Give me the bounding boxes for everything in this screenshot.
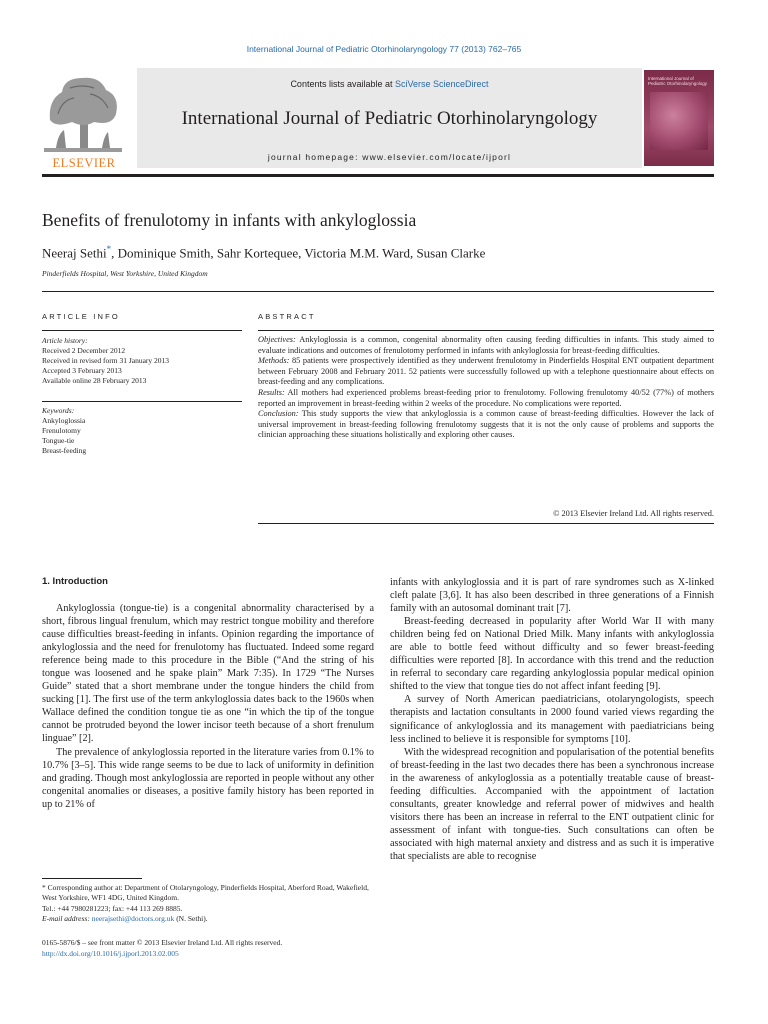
journal-title: International Journal of Pediatric Otorhinolaryngology: [181, 108, 598, 129]
history-online: Available online 28 February 2013: [42, 376, 147, 385]
paragraph: With the widespread recognition and popularisation of the potential benefits of breast-feeding in the last two decades there has been a synchronous increase in the awareness of ankyloglossia as a potentially treatable cause of breast-feeding difficulties. Accompanied with the appointment of lactation consultants, greater knowledge and referral power of midwives and health visitors there has been an increase in referral to the ENT outpatient clinic for assessment of infant with tongue-ties. Such consultations can often be associated with high maternal anxiety and distress and as such it is imperative that specialists are able to recognise: [390, 746, 714, 862]
keywords: [42, 406, 242, 456]
corresponding-author-mark[interactable]: *: [106, 244, 112, 254]
abstract-objectives: [258, 335, 714, 356]
results-label: Results:: [258, 387, 285, 397]
tree-icon: [42, 70, 124, 156]
paragraph: A survey of North American paediatricians, otolaryngologists, speech therapists and lactation consultants in 2000 found varied views regarding the significance of ankyloglossia and its management with paediatricians being less inclined to believe it is responsible for symptoms [10].: [390, 694, 714, 745]
body-column-right: [390, 576, 714, 863]
section-heading-introduction: 1. Introduction: [42, 576, 108, 587]
contents-prefix: Contents lists available at: [290, 79, 395, 89]
results-text: All mothers had experienced problems breast-feeding prior to frenulotomy. Following frenulotomy 40/52 (77%) of mothers reported an improvement in breast-feeding within 2 weeks of the procedure. No complications were reported.: [258, 387, 714, 408]
paragraph: Ankyloglossia (tongue-tie) is a congenital abnormality characterised by a short, fibrous lingual frenulum, which may restrict tongue mobility and therefore cause difficulties breast-feeding in infants. Opinion regarding the importance of ankyloglossia and the need for frenulotomy has fluctuated. Indeed some regard reference being made to this procedure in the Bible (“And the string of his tongue was loosened and he spake plain” Mark 7:35). In 1729 “The Nurses Guide” stated that a short membrane under the tongue hinders the child from sucking [1]. The first use of the term ankyloglossia dates back to the 1960s when Wallace defined the condition tongue tie as one “in which the tip of the tongue cannot be protruded beyond the lower incisor teeth because of a short frenulum linguae” [2].: [42, 603, 374, 745]
corresponding-author-footnote: [42, 883, 374, 925]
journal-masthead: [42, 68, 714, 171]
methods-label: Methods:: [258, 356, 290, 366]
bottom-info: [42, 938, 374, 959]
keyword-item: Tongue-tie: [42, 436, 75, 445]
abstract-results: [258, 388, 714, 409]
journal-cover-image: [644, 70, 714, 166]
objectives-label: Objectives:: [258, 335, 296, 344]
objectives-text: Ankyloglossia is a common, congenital abnormality often causing feeding difficulties in infants. This study aimed to evaluate indications and outcomes of frenulotomy performed in infants with ankyloglossia for breast-feeding difficulties.: [258, 335, 714, 355]
keyword-item: Breast-feeding: [42, 446, 87, 455]
article-info-rule: [42, 330, 242, 331]
keywords-label: Keywords:: [42, 406, 75, 415]
history-revised: Received in revised form 31 January 2013: [42, 356, 170, 365]
abstract-end-rule: [258, 523, 714, 524]
abstract-copyright: © 2013 Elsevier Ireland Ltd. All rights reserved.: [553, 509, 714, 518]
footnote-address: * Corresponding author at: Department of Otolaryngology, Pinderfields Hospital, Aberford Road, Wakefield, West Yorkshire, WF1 4DG, United Kingdom.: [42, 883, 369, 903]
article-history: [42, 336, 242, 386]
paragraph: Breast-feeding decreased in popularity after World War II with many children being fed on National Dried Milk. Many infants with ankyloglossia are able to bottle feed without difficulty and so fewer breast-feeding difficulties were reported [8]. In accordance with this trend and the reduction in referral to secondary care regarding ankyloglossia popular medical opinion shifted to the view that tongue ties do not affect infant feeding [9].: [390, 616, 714, 693]
abstract-body: [258, 335, 714, 441]
keywords-rule: [42, 401, 242, 402]
article-title: Benefits of frenulotomy in infants with ankyloglossia: [42, 210, 417, 230]
history-label: Article history:: [42, 336, 88, 345]
contents-availability: [137, 79, 642, 89]
first-author: Neeraj Sethi: [42, 245, 107, 261]
email-label: E-mail address:: [42, 914, 92, 924]
header-rule: [42, 174, 714, 177]
paragraph: infants with ankyloglossia and it is part of rare syndromes such as X-linked cleft palate [3,6]. It has also been described in three generations of a Finnish family with an autosomal dominant trait [7].: [390, 577, 714, 615]
footnote-email: [42, 914, 374, 924]
journal-homepage[interactable]: journal homepage: www.elsevier.com/locate/ijporl: [267, 152, 512, 162]
elsevier-tree-logo: [42, 70, 124, 168]
issn-line: 0165-5876/$ – see front matter © 2013 Elsevier Ireland Ltd. All rights reserved.: [42, 938, 283, 947]
paragraph: The prevalence of ankyloglossia reported in the literature varies from 0.1% to 10.7% [3–5]. This wide range seems to be due to lack of uniformity in definition and grading. Though most ankyloglossia are reported in people without any other congenital anomalies or diseases, a positive family history has been reported in up to 21% of: [42, 746, 374, 810]
other-authors: , Dominique Smith, Sahr Kortequee, Victoria M.M. Ward, Susan Clarke: [111, 245, 486, 261]
history-accepted: Accepted 3 February 2013: [42, 366, 122, 375]
cover-picture: [650, 92, 708, 150]
email-suffix: (N. Sethi).: [174, 914, 208, 924]
journal-citation-link[interactable]: International Journal of Pediatric Otorhinolaryngology 77 (2013) 762–765: [246, 44, 522, 54]
abstract-rule: [258, 330, 714, 331]
abstract-heading: ABSTRACT: [258, 312, 316, 321]
abstract-methods: [258, 356, 714, 388]
cover-title: International Journal of Pediatric Otorhinolaryngology: [648, 76, 708, 86]
keyword-item: Frenulotomy: [42, 426, 81, 435]
history-received: Received 2 December 2012: [42, 346, 126, 355]
doi-link[interactable]: http://dx.doi.org/10.1016/j.ijporl.2013.02.005: [42, 948, 179, 958]
keyword-item: Ankyloglossia: [42, 416, 86, 425]
section-rule: [42, 291, 714, 292]
masthead-center: [137, 68, 642, 168]
author-list: [42, 244, 714, 261]
conclusion-text: This study supports the view that ankyloglossia is a common cause of breast-feeding difficulties. However the lack of universal improvement in breast-feeding following frenulotomy suggests that it is not the only cause of problems and supports the clinician approaching these situations holistically and exploring other causes.: [258, 409, 714, 440]
sciencedirect-link[interactable]: SciVerse ScienceDirect: [395, 79, 489, 89]
article-info-heading: ARTICLE INFO: [42, 312, 120, 321]
footnote-rule: [42, 878, 142, 879]
publisher-wordmark: ELSEVIER: [52, 156, 116, 170]
conclusion-label: Conclusion:: [258, 409, 299, 419]
affiliation: Pinderfields Hospital, West Yorkshire, United Kingdom: [42, 269, 208, 278]
methods-text: 85 patients were prospectively identified as they underwent frenulotomy in Pinderfields Hospital ENT outpatient department between February 2008 and February 2011. 52 patients were successfully followed up with a telephone questionnaire about effects on breast-feeding and any complications.: [258, 356, 714, 387]
footnote-phone: Tel.: +44 7980281223; fax: +44 113 269 8885.: [42, 903, 183, 913]
email-link[interactable]: neerajsethi@doctors.org.uk: [91, 914, 175, 924]
body-column-left: [42, 602, 374, 811]
abstract-conclusion: [258, 409, 714, 441]
